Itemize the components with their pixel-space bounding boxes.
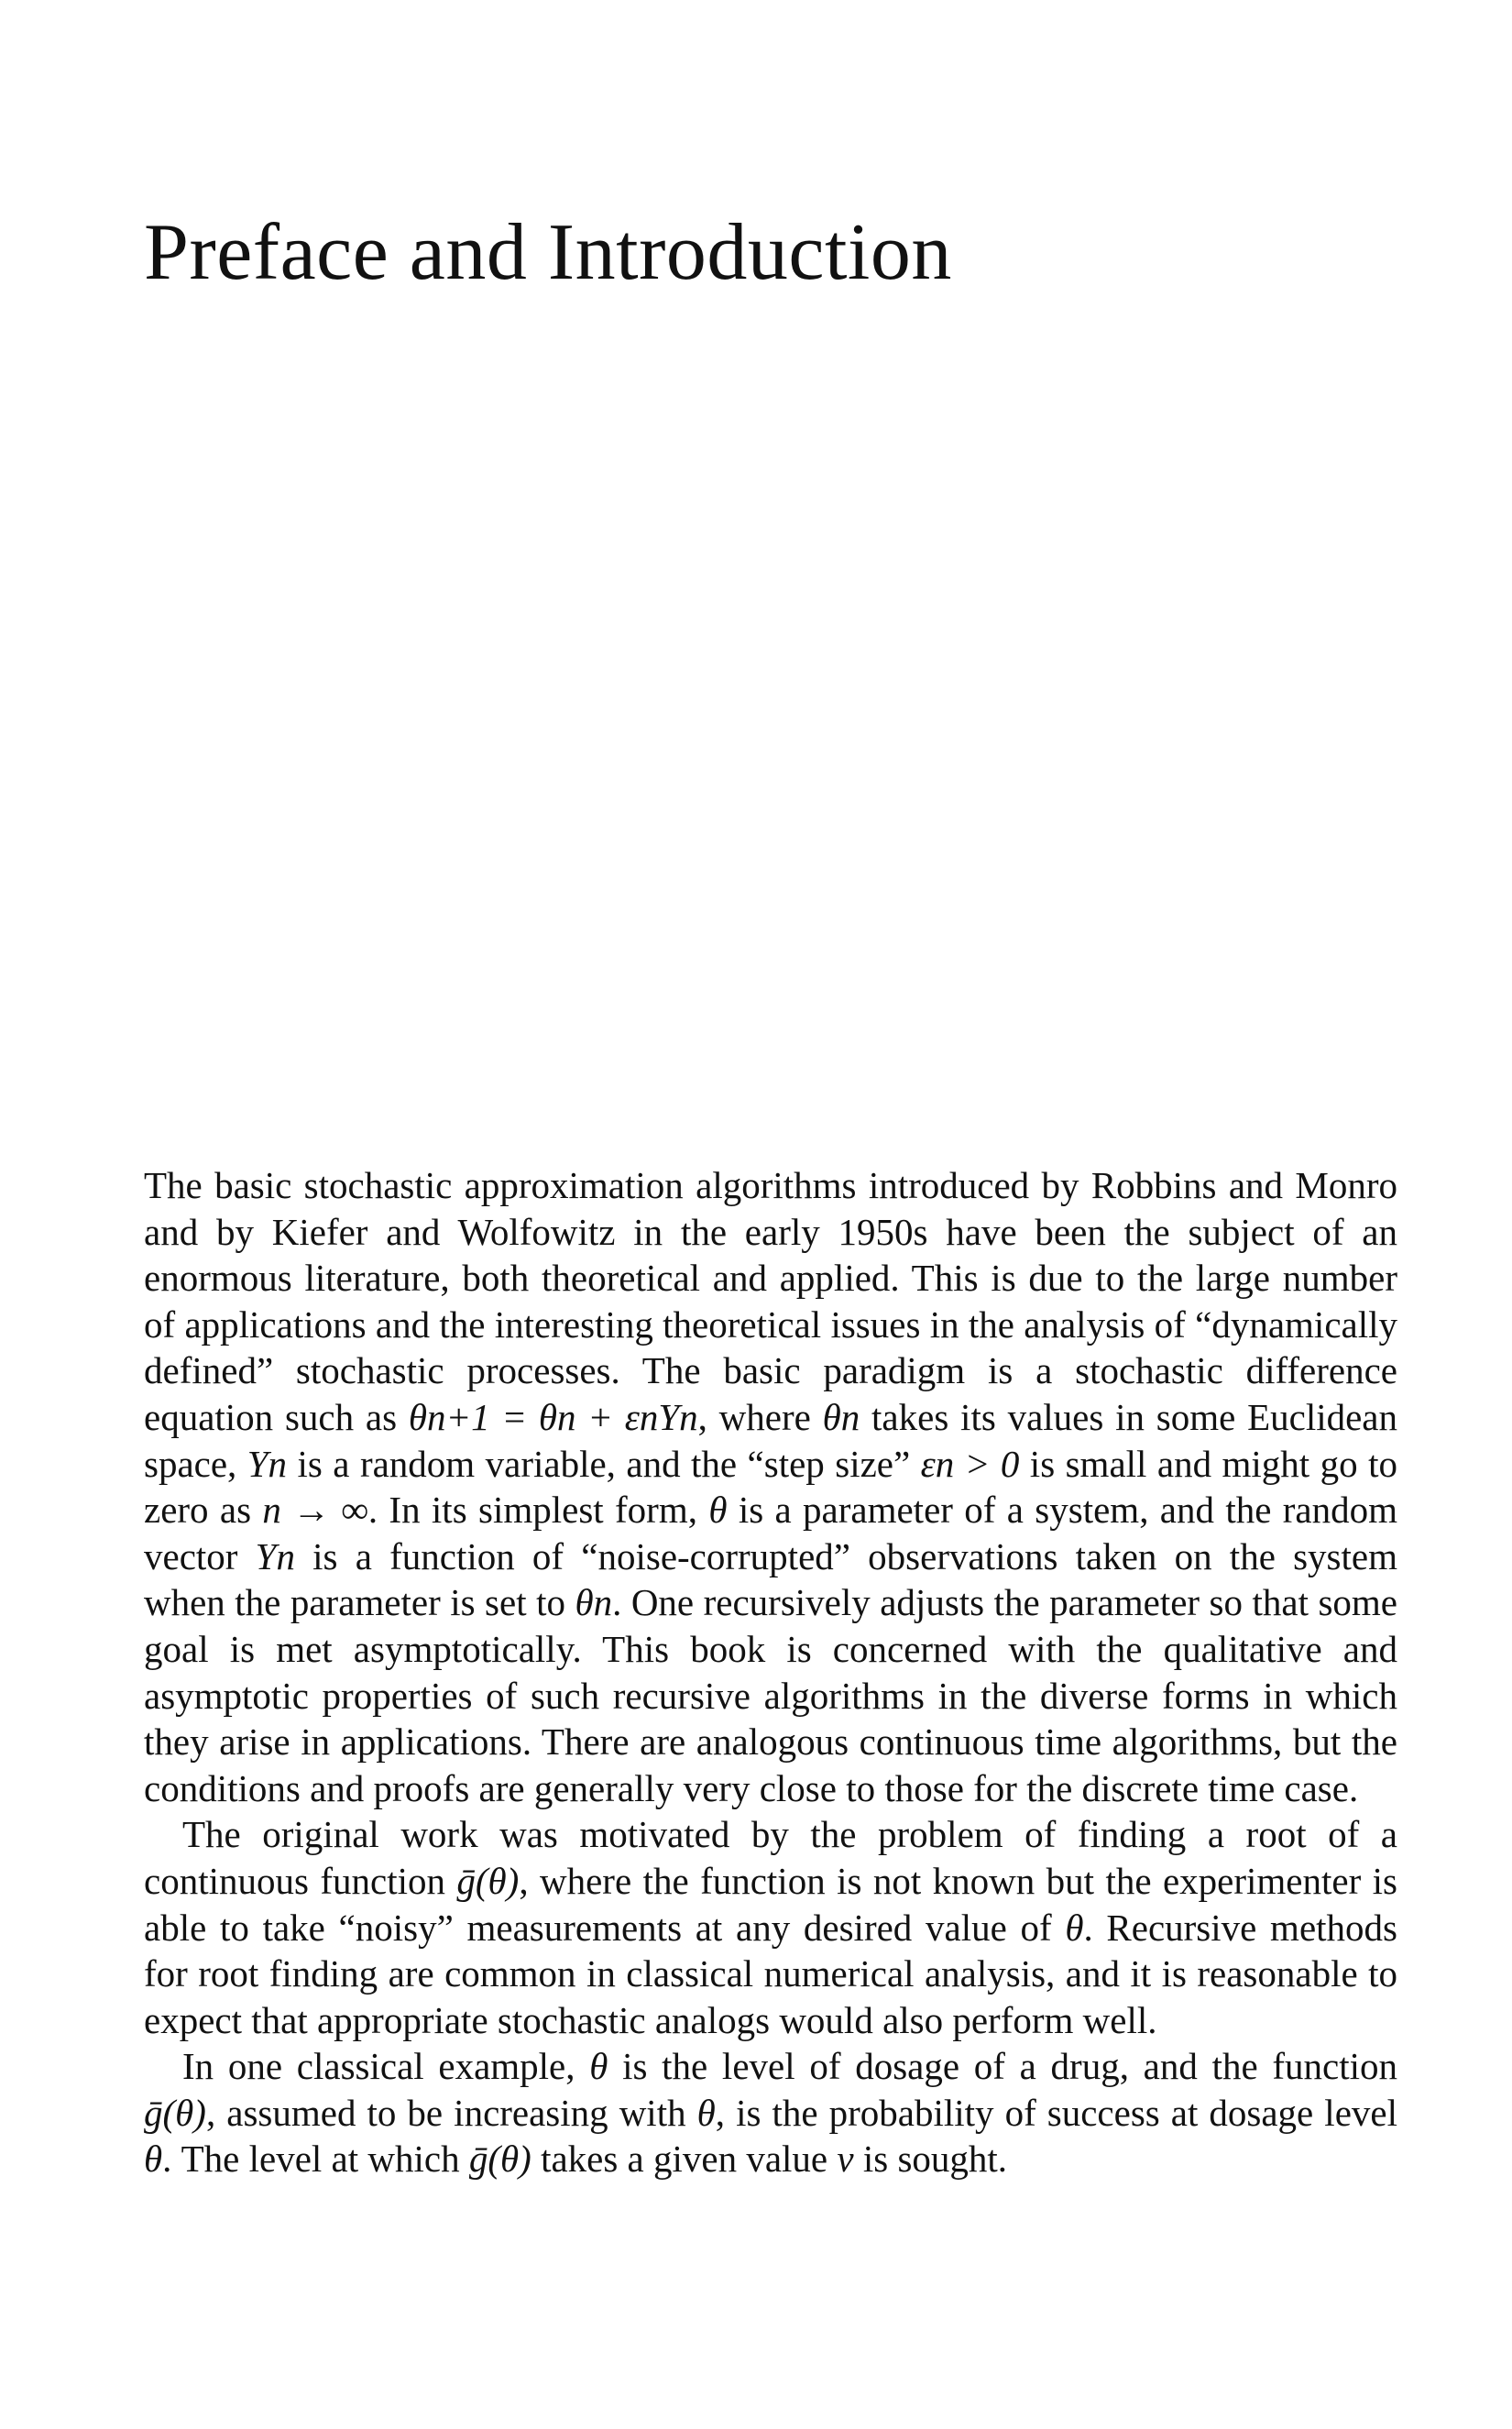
math-expression: v (837, 2138, 854, 2181)
math-expression: θ (589, 2045, 608, 2088)
text-run: takes its values in some Euclidean space, (144, 1395, 1397, 1485)
paragraph (144, 1811, 1397, 2043)
math-expression: ḡ(θ) (468, 2138, 531, 2181)
text-run: is the level of dosage of a drug, and the function (608, 2045, 1398, 2088)
math-expression: Yn (247, 1442, 288, 1485)
text-run: , is the probability of success at dosage level (715, 2091, 1397, 2134)
text-run: In one classical example, (182, 2045, 590, 2088)
text-run: is small and might go to zero as (144, 1442, 1397, 1532)
text-run: , where the function is not known but the experimenter is able to take “noisy” measurements at any desired value of (144, 1859, 1397, 1949)
math-expression: ḡ(θ) (144, 2091, 206, 2134)
chapter-title: Preface and Introduction (144, 208, 952, 297)
text-run: The basic stochastic approximation algorithms introduced by Robbins and Monro and by Kiefer and Wolfowitz in the early 1950s have been the subject of an enormous literature, both theoretical and applied. This is due to the large number of applications and the interesting theoretical issues in the analysis of “dynamically defined” stochastic processes. The basic paradigm is a stochastic difference equation such as (144, 1164, 1397, 1438)
math-expression: θ (144, 2138, 163, 2181)
text-run: . The level at which (162, 2138, 469, 2181)
math-expression: θn+1 = θn + εnYn (408, 1395, 698, 1438)
math-expression: Yn (255, 1534, 295, 1577)
text-run: . In its simplest form, (367, 1489, 709, 1532)
text-run: is a parameter of a system, and the random vector (144, 1489, 1398, 1577)
text-run: . One recursively adjusts the parameter so that some goal is met asymptotically. This book is concerned with the qualitative and asymptotic properties of such recursive algorithms in the diverse forms in which they arise in applications. There are analogous continuous time algorithms, but the conditions and proofs are generally very close to those for the discrete time case. (144, 1581, 1397, 1809)
text-run: is a random variable, and the “step size” (287, 1442, 921, 1485)
text-run: , where (697, 1395, 823, 1438)
text-run: The original work was motivated by the problem of finding a root of a continuous function (144, 1813, 1397, 1902)
body-text (144, 1162, 1397, 2182)
math-expression: θ (696, 2091, 716, 2134)
math-expression: εn > 0 (920, 1442, 1020, 1485)
paragraph (144, 2043, 1397, 2182)
math-expression: θ (1065, 1906, 1084, 1949)
text-run: is sought. (853, 2138, 1008, 2181)
paragraph (144, 1162, 1397, 1811)
text-run: , assumed to be increasing with (205, 2091, 697, 2134)
text-run: is a function of “noise-corrupted” observations taken on the system when the parameter is set to (144, 1534, 1397, 1624)
math-expression: n → ∞ (262, 1489, 368, 1532)
math-expression: θn (575, 1581, 613, 1624)
math-expression: ḡ(θ) (456, 1859, 520, 1902)
text-run: takes a given value (531, 2138, 838, 2181)
math-expression: θn (822, 1395, 860, 1438)
math-expression: θ (708, 1489, 728, 1532)
text-run: . Recursive methods for root finding are common in classical numerical analysis, and it is reasonable to expect that appropriate stochastic analogs would also perform well. (144, 1906, 1397, 2041)
